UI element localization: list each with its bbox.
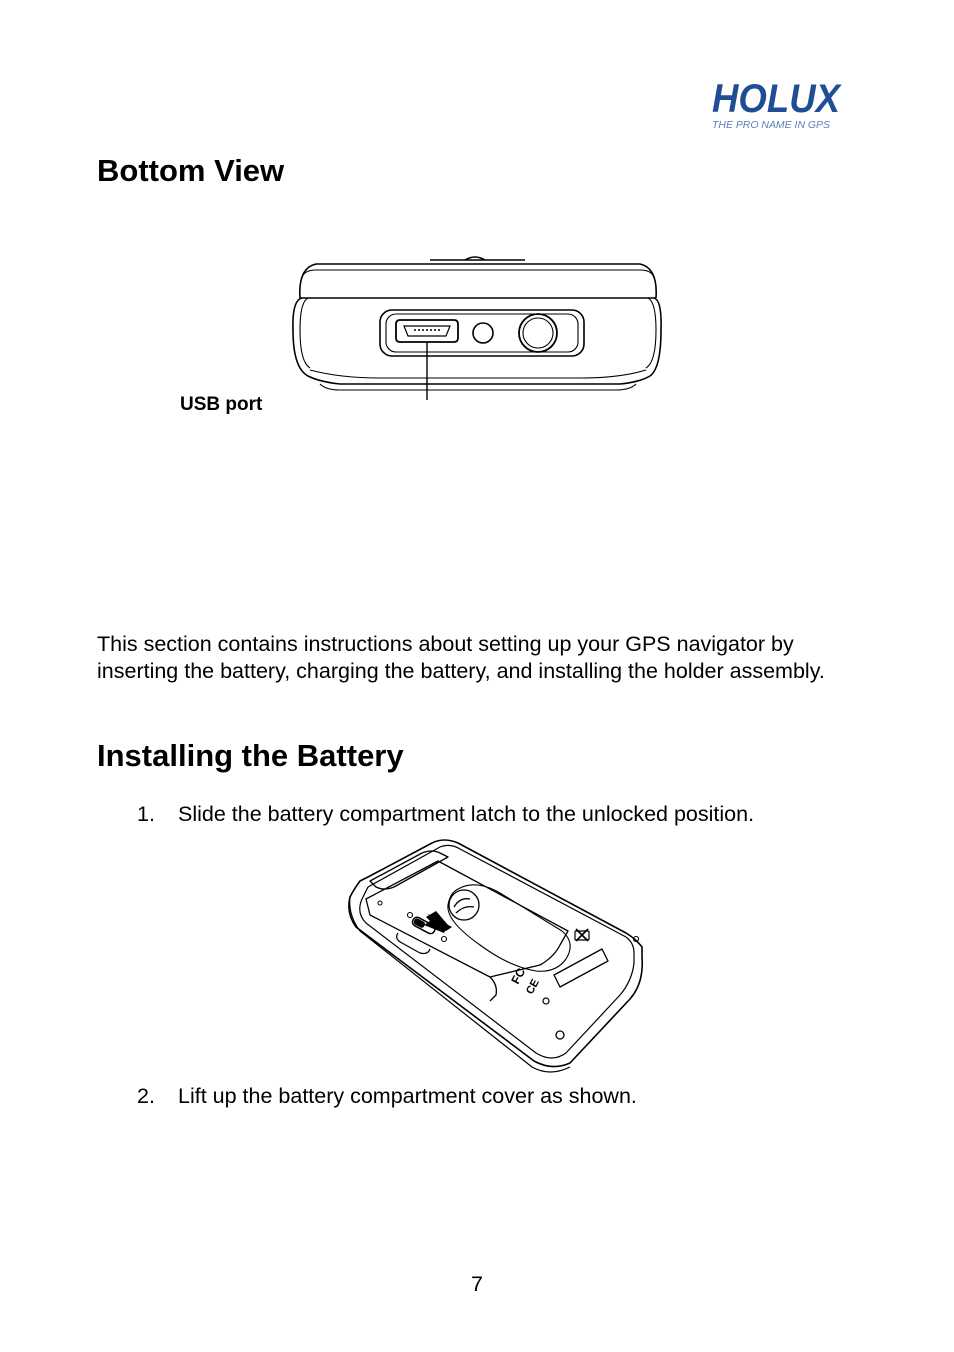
battery-latch-illustration	[340, 835, 660, 1075]
usb-port-label: USB port	[180, 394, 263, 415]
step-2-text: Lift up the battery compartment cover as shown.	[178, 1084, 637, 1108]
page-number: 7	[471, 1272, 483, 1296]
heading-bottom-view: Bottom View	[97, 153, 285, 188]
step-2-number: 2.	[137, 1084, 155, 1108]
holux-logo	[708, 72, 848, 138]
svg-text:FC: FC	[508, 965, 529, 987]
heading-installing-battery: Installing the Battery	[97, 738, 404, 773]
step-1-text: Slide the battery compartment latch to the unlocked position.	[178, 802, 755, 826]
intro-paragraph: This section contains instructions about setting up your GPS navigator by inserting the battery, charging the battery, and installing the holder assembly.	[97, 632, 825, 683]
logo-tagline: THE PRO NAME IN GPS	[712, 119, 830, 131]
logo-wordmark: HOLUX	[712, 77, 843, 121]
device-bottom-view-illustration	[280, 250, 680, 400]
step-1-number: 1.	[137, 802, 155, 826]
svg-text:CE: CE	[524, 977, 542, 997]
